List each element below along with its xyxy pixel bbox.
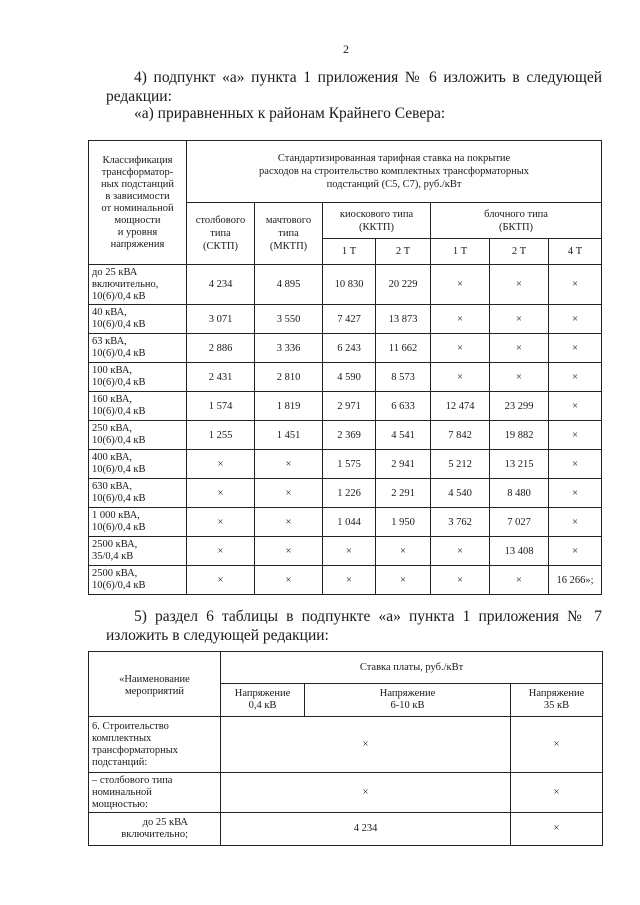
table-cell: × [376, 537, 431, 566]
table-cell: × [255, 566, 323, 595]
row-pole-type-label: – столбового типа номинальной мощностью: [89, 773, 221, 813]
table-cell: × [549, 363, 602, 392]
paragraph-5-line-2: изложить в следующей редакции: [106, 627, 329, 644]
table-row [89, 265, 602, 305]
table-cell: 1 226 [323, 479, 376, 508]
table-cell: 2 810 [255, 363, 323, 392]
sub-header-kiosk-2t: 2 Т [376, 239, 431, 265]
table-cell: × [431, 334, 490, 363]
table-cell: 1 950 [376, 508, 431, 537]
table-cell: 3 762 [431, 508, 490, 537]
table-cell: × [549, 479, 602, 508]
table-cell: × [255, 537, 323, 566]
table-cell: 2 971 [323, 392, 376, 421]
table-cell: 4 895 [255, 265, 323, 305]
row-label: 160 кВА, 10(6)/0,4 кВ [89, 392, 187, 421]
paragraph-5 [106, 607, 602, 645]
table-cell: 3 071 [187, 305, 255, 334]
table-cell: 13 215 [490, 450, 549, 479]
table-cell: × [255, 479, 323, 508]
table-cell: × [490, 363, 549, 392]
row-label: 1 000 кВА, 10(6)/0,4 кВ [89, 508, 187, 537]
row-up-to-25kva-label: до 25 кВА включительно; [89, 813, 221, 846]
table-cell: × [431, 363, 490, 392]
kiosk-type-header: киоскового типа (ККТП) [323, 203, 431, 239]
table-cell: × [323, 566, 376, 595]
row-up-to-25kva-merged-value: 4 234 [221, 813, 511, 846]
table-cell: × [490, 566, 549, 595]
sub-header-block-1t: 1 Т [431, 239, 490, 265]
sub-header-block-4t: 4 Т [549, 239, 602, 265]
table-cell: 7 842 [431, 421, 490, 450]
table-cell: 19 882 [490, 421, 549, 450]
paragraph-4-subitem: «а) приравненных к районам Крайнего Севера: [134, 105, 446, 122]
table-cell: 3 550 [255, 305, 323, 334]
table-row [89, 392, 602, 421]
table-cell: × [549, 305, 602, 334]
table-row [89, 450, 602, 479]
row-construction-merged-value: × [221, 717, 511, 773]
table-cell: 12 474 [431, 392, 490, 421]
table-cell: 1 574 [187, 392, 255, 421]
table-cell: 1 451 [255, 421, 323, 450]
fee-table [88, 651, 603, 846]
table-cell: × [490, 265, 549, 305]
table-cell: 6 243 [323, 334, 376, 363]
table-cell: × [549, 421, 602, 450]
table-cell: 2 886 [187, 334, 255, 363]
table-cell: × [376, 566, 431, 595]
table-cell: × [431, 566, 490, 595]
table-cell: × [255, 450, 323, 479]
table-cell: 11 662 [376, 334, 431, 363]
sub-header-kiosk-1t: 1 Т [323, 239, 376, 265]
row-label: 630 кВА, 10(6)/0,4 кВ [89, 479, 187, 508]
table-cell: 13 873 [376, 305, 431, 334]
table-cell: × [187, 450, 255, 479]
table-cell: 10 830 [323, 265, 376, 305]
table-cell: × [490, 334, 549, 363]
table-cell: × [549, 392, 602, 421]
table-cell: 4 590 [323, 363, 376, 392]
table-cell: 5 212 [431, 450, 490, 479]
paragraph-5-line-1: 5) раздел 6 таблицы в подпункте «а» пункта 1 приложения № 7 [134, 608, 602, 625]
table-row [89, 305, 602, 334]
row-pole-type-35kv-value: × [511, 773, 603, 813]
table-cell: × [187, 508, 255, 537]
table-cell: 8 480 [490, 479, 549, 508]
table-cell: 1 044 [323, 508, 376, 537]
table-cell: 23 299 [490, 392, 549, 421]
table-cell: 6 633 [376, 392, 431, 421]
table-cell: × [255, 508, 323, 537]
row-label: 250 кВА, 10(6)/0,4 кВ [89, 421, 187, 450]
fee-rate-header: Ставка платы, руб./кВт [221, 652, 603, 684]
row-label: 100 кВА, 10(6)/0,4 кВ [89, 363, 187, 392]
table-cell: × [187, 537, 255, 566]
table-cell: × [323, 537, 376, 566]
table-row [89, 363, 602, 392]
pole-type-header: столбового типа (СКТП) [187, 203, 255, 265]
row-label: 2500 кВА, 35/0,4 кВ [89, 537, 187, 566]
paragraph-4 [106, 68, 602, 106]
paragraph-4-line-2: редакции: [106, 88, 172, 105]
table-cell: 2 369 [323, 421, 376, 450]
table-row [89, 479, 602, 508]
table-cell: 7 027 [490, 508, 549, 537]
row-label: 63 кВА, 10(6)/0,4 кВ [89, 334, 187, 363]
paragraph-4-line-1: 4) подпункт «а» пункта 1 приложения № 6 изложить в следующей [134, 69, 602, 86]
table-cell: × [431, 537, 490, 566]
table-row [89, 421, 602, 450]
table-row [89, 508, 602, 537]
table-cell: 16 266»; [549, 566, 602, 595]
table-cell: × [549, 508, 602, 537]
classification-header: Классификация трансформатор- ных подстанций в зависимости от номинальной мощности и уровня напряжения [89, 141, 187, 265]
row-label: 2500 кВА, 10(6)/0,4 кВ [89, 566, 187, 595]
table-row [89, 566, 602, 595]
block-type-header: блочного типа (БКТП) [431, 203, 602, 239]
table-cell: 8 573 [376, 363, 431, 392]
row-label: 400 кВА, 10(6)/0,4 кВ [89, 450, 187, 479]
table-cell: × [187, 479, 255, 508]
mast-type-header: мачтового типа (МКТП) [255, 203, 323, 265]
table-cell: × [431, 305, 490, 334]
voltage-35-header: Напряжение 35 кВ [511, 684, 603, 717]
table-cell: × [431, 265, 490, 305]
table-cell: 2 431 [187, 363, 255, 392]
table-cell: 1 575 [323, 450, 376, 479]
row-label: до 25 кВА включительно, 10(6)/0,4 кВ [89, 265, 187, 305]
page-number: 2 [343, 42, 349, 56]
sub-header-block-2t: 2 Т [490, 239, 549, 265]
table-cell: 20 229 [376, 265, 431, 305]
table-cell: 1 255 [187, 421, 255, 450]
table-cell: × [549, 334, 602, 363]
activity-name-header: «Наименование мероприятий [89, 652, 221, 717]
table-cell: × [187, 566, 255, 595]
voltage-04-header: Напряжение 0,4 кВ [221, 684, 305, 717]
row-construction-35kv-value: × [511, 717, 603, 773]
table-cell: × [549, 265, 602, 305]
table-cell: 2 291 [376, 479, 431, 508]
voltage-6-10-header: Напряжение 6-10 кВ [305, 684, 511, 717]
table-row [89, 334, 602, 363]
table-cell: × [549, 537, 602, 566]
table-cell: 4 540 [431, 479, 490, 508]
table-cell: × [549, 450, 602, 479]
row-construction-label: 6. Строительство комплектных трансформаторных подстанций: [89, 717, 221, 773]
table-cell: 2 941 [376, 450, 431, 479]
tariff-table [88, 140, 602, 595]
table-cell: 1 819 [255, 392, 323, 421]
table-cell: 4 541 [376, 421, 431, 450]
row-pole-type-merged-value: × [221, 773, 511, 813]
table-cell: 3 336 [255, 334, 323, 363]
table-row [89, 537, 602, 566]
row-up-to-25kva-35kv-value: × [511, 813, 603, 846]
table-cell: 4 234 [187, 265, 255, 305]
rate-header: Стандартизированная тарифная ставка на покрытие расходов на строительство комплектных трансформаторных подстанций (С5, С7), руб./кВт [187, 141, 602, 203]
table-cell: 13 408 [490, 537, 549, 566]
table-cell: × [490, 305, 549, 334]
table-cell: 7 427 [323, 305, 376, 334]
row-label: 40 кВА, 10(6)/0,4 кВ [89, 305, 187, 334]
